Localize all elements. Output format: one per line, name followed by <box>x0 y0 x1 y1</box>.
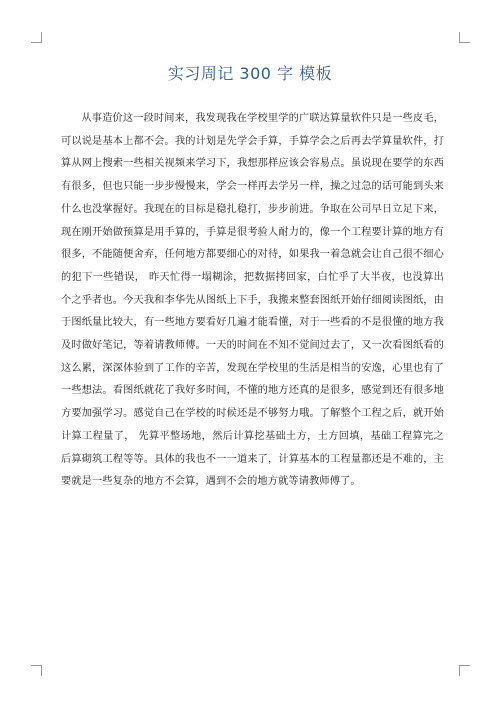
crop-mark-top-left <box>31 32 42 43</box>
document-title: 实习周记 300 字 模板 <box>167 64 333 83</box>
crop-mark-bottom-right <box>459 665 470 676</box>
crop-mark-top-right <box>459 32 470 43</box>
document-body-paragraph: 从事造价这一段时间来，我发现我在学校里学的广联达算量软件只是一些皮毛，可以说是基本上都不会。我的计划是先学会手算，手算学会之后再去学算量软件，打算从网上搜索一些相关视频来学习下，我想那样应该会容易点。虽说现在要学的东西有很多，但也只能一步步慢慢来，学会一样再去学另一样，操之过急的话可能到头来什么也没掌握好。我现在的目标是稳扎稳打，步步前进。争取在公司早日立足下来，现在刚开始做预算是用手算的，手算是很考验人耐力的，像一个工程要计算的地方有很多，不能随便舍弃，任何地方都要细心的对待，如果我一着急就会让自己很不细心的犯下一些错误， 昨天忙得一塌糊涂，把数据拷回家，白忙乎了大半夜，也没算出个之乎者也。今天我和李华先从图纸上下手，我搬来整套图纸开始仔细阅读图纸，由于图纸量比较大，有一些地方要看好几遍才能看懂，对于一些看的不是很懂的地方我及时做好笔记，等着请教师傅。一天的时间在不知不觉间过去了，又一次看图纸看的这么累，深深体验到了工作的辛苦，发现在学校里的生活是相当的安逸，心里也有了一些想法。看图纸就花了我好多时间，不懂的地方还真的是很多，感觉到还有很多地方要加强学习。感觉自己在学校的时候还是不够努力哦。了解整个工程之后，就开始计算工程量了， 先算平整场地，然后计算挖基础土方，土方回填，基础工程算完之后算砌筑工程等等。具体的我也不一一道来了，计算基本的工程量都还是不难的，主要就是一些复杂的地方不会算，遇到不会的地方就等请教师傅了。 <box>61 113 444 488</box>
crop-mark-bottom-left <box>31 665 42 676</box>
